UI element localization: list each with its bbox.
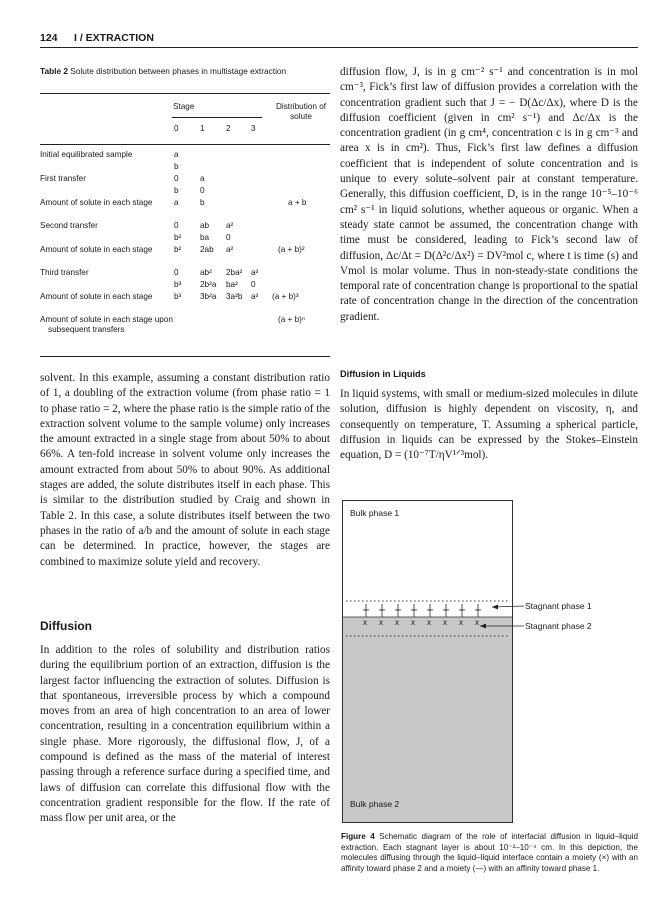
table-cell: b³ <box>174 280 182 289</box>
figure-caption-text: Schematic diagram of the role of interfacial diffusion in liquid–liquid extraction. Each stagnant layer is about 10⁻²–10⁻⁴ cm. In this depiction, the molecules diffusing through the liquid–liquid interface contain a moiety (×) with an affinity toward phase 2 and a moiety (—) with an affinity toward phase 1. <box>341 832 639 874</box>
table-cell: 0 <box>200 186 205 195</box>
table-cell: a³ <box>251 268 259 277</box>
table-caption-text: Solute distribution between phases in multistage extraction <box>70 66 287 76</box>
bulk-phase-2-region <box>343 617 512 822</box>
molecule-affinity-mark: x <box>363 618 367 627</box>
stage-header: Stage <box>173 102 195 111</box>
molecule-affinity-mark: x <box>411 618 415 627</box>
table-cell: 2ba² <box>226 268 243 277</box>
molecule-affinity-mark: x <box>475 618 479 627</box>
table-row-label: Initial equilibrated sample <box>40 150 133 159</box>
table-cell: ab² <box>200 268 212 277</box>
paragraph: In addition to the roles of solubility and distribution ratios during the equilibrium portion of an extraction, diffusion is the largest factor influencing the extraction of solutes. Diffusion is that spontaneous, irreversible process by which a compound moves from an area of high concentration to an area of lower concentration, resulting in a concentration equilibrium within a single phase. More rigorously, the diffusional flow, J, of a compound is defined as the mass of the material of interest passing through a reference surface during a specified time, and laws of diffusion can correlate this diffusional flow with the concentration gradient responsible for the flow. If the rate of mass flow per unit area, or the <box>40 644 330 825</box>
stage-col-0: 0 <box>174 124 179 133</box>
table-dist: (a + b)² <box>278 245 305 254</box>
right-column-text <box>340 65 638 325</box>
paragraph: In liquid systems, with small or medium-sized molecules in dilute solution, diffusion is highly dependent on viscosity, η, and consequently on temperature, T. Assuming a spherical particle, diffusion in liquids can be expressed by the Stokes–Einstein equation, D = (10⁻⁷T/ηV¹ᐟ³mol). <box>340 388 638 462</box>
table-row-label: Second transfer <box>40 221 98 230</box>
figure-caption <box>341 832 638 875</box>
left-column-text-2 <box>40 643 330 827</box>
stage-col-3: 3 <box>251 124 256 133</box>
table-cell: a² <box>226 245 234 254</box>
table-cell: 3a²b <box>226 292 243 301</box>
table-cell: 2b²a <box>200 280 217 289</box>
table-cell: 0 <box>174 174 179 183</box>
paragraph: solvent. In this example, assuming a constant distribution ratio of 1, a doubling of the extraction volume (from phase ratio = 1 to phase ratio = 2, where the phase ratio is the simple ratio of the extraction solvent volume to the sample volume) only increases the amount extracted in a single stage from about 50% to about 66%. A ten-fold increase in solvent volume only increases the amount extracted from about 50% to about 90%. As additional stages are added, the solute distributes itself in each phase. This is similar to the distribution studied by Craig and shown in Table 2. In this case, a solute distributes itself between the two phases in the ratio of a/b and the amount of solute in each stage can be determined. In practice, however, the stages are combined to maximize solute yield and recovery. <box>40 372 330 568</box>
table-cell: b³ <box>174 292 182 301</box>
interface-diagram <box>342 500 638 830</box>
page-number: 124 <box>40 32 58 44</box>
table-cell: b <box>174 162 179 171</box>
table-cell: a³ <box>251 292 259 301</box>
header-rule <box>40 47 638 48</box>
stagnant-phase-2-label: Stagnant phase 2 <box>525 621 592 631</box>
solute-distribution-table <box>40 92 330 364</box>
table-cell: a <box>174 198 179 207</box>
table-cell: 0 <box>174 268 179 277</box>
stagnant-phase-1-label: Stagnant phase 1 <box>525 601 592 611</box>
table-cell: a <box>174 150 179 159</box>
table-cell: ab <box>200 221 210 230</box>
page-header <box>40 30 638 48</box>
table-row-label: Amount of solute in each stage upon subsequent transfers <box>40 315 173 334</box>
molecule-affinity-mark: x <box>379 618 383 627</box>
table-cell: a <box>200 174 205 183</box>
section-heading-diffusion: Diffusion <box>40 619 92 633</box>
table-header-rule <box>40 144 330 145</box>
table-cell: 3b²a <box>200 292 217 301</box>
table-cell: 0 <box>174 221 179 230</box>
table-row-label: First transfer <box>40 174 86 183</box>
left-column-text <box>40 371 330 570</box>
table-caption <box>40 66 330 77</box>
table-cell: 0 <box>251 280 256 289</box>
table-row-label: Third transfer <box>40 268 89 277</box>
table-cell: a² <box>226 221 234 230</box>
distribution-header: Distribution of solute <box>275 102 327 121</box>
table-dist: a + b <box>288 198 307 207</box>
table-row-label: Amount of solute in each stage <box>40 292 153 301</box>
figure-label: Figure 4 <box>341 832 375 841</box>
stage-col-2: 2 <box>226 124 231 133</box>
table-cell: ba <box>200 233 210 242</box>
table-cell: b <box>200 198 205 207</box>
bulk-phase-1-label: Bulk phase 1 <box>350 508 400 518</box>
table-cell: 2ab <box>200 245 214 254</box>
table-cell: b <box>174 186 179 195</box>
molecule-affinity-mark: x <box>459 618 463 627</box>
table-bottom-rule <box>40 356 330 357</box>
table-cell: ba² <box>226 280 238 289</box>
right-column-text-2 <box>340 387 638 463</box>
molecule-affinity-mark: x <box>395 618 399 627</box>
paragraph: diffusion flow, J, is in g cm⁻² s⁻¹ and concentration is in mol cm⁻³, Fick’s first law of diffusion provides a correlation with the concentration gradient such that J = − D(Δc/Δx), where D is the diffusion coefficient (given in cm² s⁻¹) and Δc/Δx is the concentration gradient (in g cm⁴, concentration c is in g cm⁻³ and area x is in cm²). Thus, Fick’s first law defines a diffusion coefficient that is independent of solute concentration and is unique to every solute–solvent pair at constant temperature. Generally, this diffusion coefficient, D, is in the range 10⁻⁵–10⁻⁶ cm² s⁻¹ in liquid solutions, whether aqueous or organic. When a steady state cannot be assumed, the concentration change with time must be considered, leading to Fick’s second law of diffusion, Δc/Δt = D(Δ²c/Δx²) = DV²mol c, where t is time (s) and Vmol is molar volume. Thus in non-steady-state conditions the temporal rate of concentration change is proportional to the spatial rate of concentration change in the direction of the concentration gradient. <box>340 66 638 323</box>
molecule-affinity-mark: x <box>443 618 447 627</box>
table-dist: (a + b)ⁿ <box>278 315 305 324</box>
bulk-phase-2-label: Bulk phase 2 <box>350 799 400 809</box>
section-heading-diffusion-liquids: Diffusion in Liquids <box>340 369 426 379</box>
table-cell: 0 <box>226 233 231 242</box>
table-dist: (a + b)³ <box>272 292 299 301</box>
stage-underline <box>172 117 262 118</box>
table-label: Table 2 <box>40 66 68 76</box>
table-cell: b² <box>174 233 182 242</box>
table-cell: b² <box>174 245 182 254</box>
table-row-label: Amount of solute in each stage <box>40 245 153 254</box>
stage-col-1: 1 <box>200 124 205 133</box>
molecule-affinity-mark: x <box>427 618 431 627</box>
running-title: I / EXTRACTION <box>74 32 154 44</box>
figure-4 <box>342 500 638 830</box>
table-row-label: Amount of solute in each stage <box>40 198 153 207</box>
